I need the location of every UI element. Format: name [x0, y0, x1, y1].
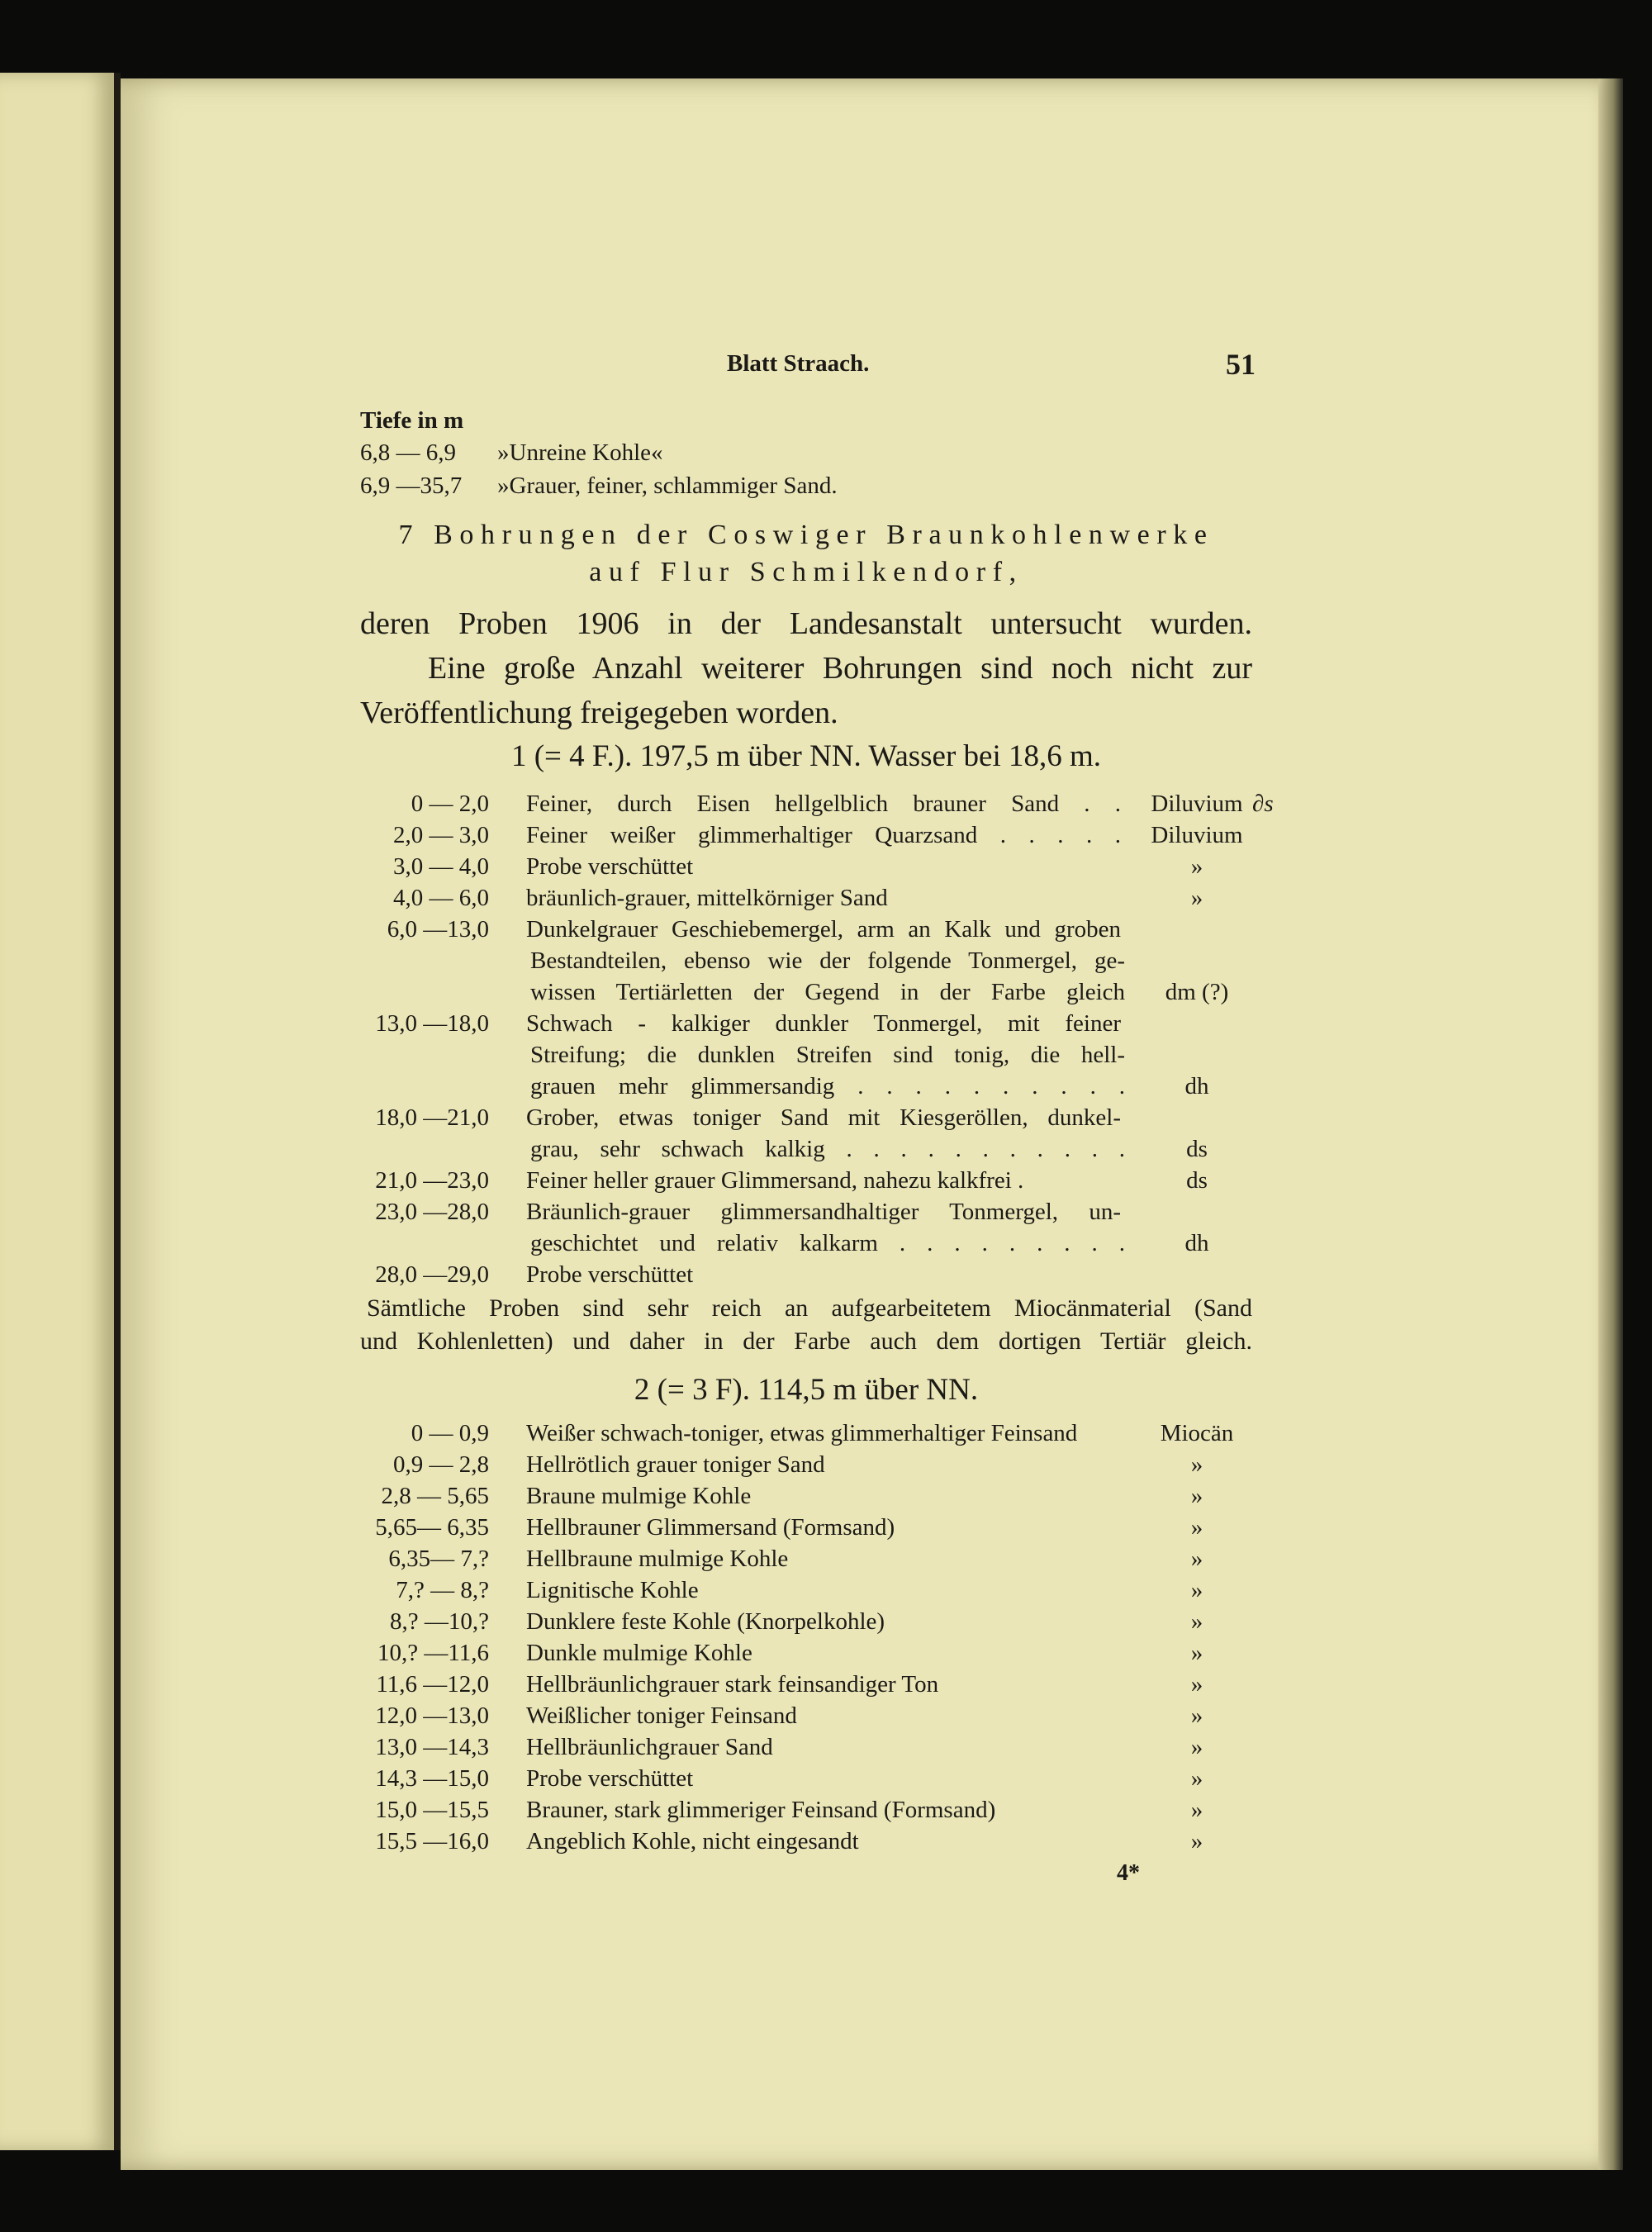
section-heading: [360, 516, 1252, 591]
layer-description: Grober, etwas toniger Sand mit Kiesgeröllen, dunkel-: [526, 1104, 1121, 1131]
layer-description: geschichtet und relativ kalkarm . . . . . . . . .: [530, 1230, 1125, 1256]
layer-description: Bestandteilen, ebenso wie der folgende Tonmergel, ge-: [530, 947, 1125, 974]
stratigraphy-label: ds: [1186, 1136, 1208, 1162]
layer-description: wissen Tertiärletten der Gegend in der Farbe gleich: [530, 979, 1125, 1005]
intro-paragraph: [360, 601, 1252, 735]
stratigraphy-label: dm (?): [1165, 979, 1229, 1005]
table-row: [360, 1731, 1252, 1763]
boring-1-heading: 1 (= 4 F.). 197,5 m über NN. Wasser bei 18,6 m.: [510, 739, 1102, 773]
layer-description: Hellbräunlichgrauer Sand: [526, 1734, 773, 1760]
depth-range: 21,0 —23,0: [375, 1167, 489, 1194]
stratigraphy-label: »: [1190, 1546, 1203, 1572]
stratigraphy-label: »: [1190, 1702, 1203, 1729]
table-row: [360, 882, 1252, 914]
stratigraphy-label: »: [1190, 1451, 1203, 1478]
layer-description: grauen mehr glimmersandig . . . . . . . . . .: [530, 1073, 1125, 1099]
depth-range: 18,0 —21,0: [375, 1104, 489, 1131]
facing-page-edge: [0, 73, 116, 2150]
boring-2-table: [360, 1418, 1252, 1857]
layer-description: Hellbraune mulmige Kohle: [526, 1546, 789, 1572]
table-row: [360, 945, 1252, 976]
stratigraphy-label: dh: [1184, 1230, 1209, 1256]
layer-description: Weißlicher toniger Feinsand: [526, 1702, 797, 1729]
table-row: [360, 1228, 1252, 1259]
layer-description: Dunkelgrauer Geschiebemergel, arm an Kalk und groben: [526, 916, 1121, 943]
stratigraphy-label: »: [1190, 885, 1203, 911]
table-row: [360, 1039, 1252, 1071]
table-row: [360, 1669, 1252, 1700]
section-heading-line: auf Flur Schmilkendorf,: [589, 557, 1023, 587]
note-line: Sämtliche Proben sind sehr reich an aufgearbeitetem Miocänmaterial (Sand: [367, 1294, 1252, 1322]
paragraph-line: deren Proben 1906 in der Landesanstalt untersucht wurden.: [360, 606, 1252, 641]
layer-description: grau, sehr schwach kalkig . . . . . . . . . . .: [530, 1136, 1125, 1162]
depth-range: 8,? —10,?: [390, 1608, 489, 1635]
layer-description: Streifung; die dunklen Streifen sind tonig, die hell-: [530, 1042, 1125, 1068]
depth-range: 13,0 —18,0: [375, 1010, 489, 1037]
table-row: [360, 1102, 1252, 1133]
table-row: [360, 1826, 1252, 1857]
layer-description: Brauner, stark glimmeriger Feinsand (Formsand): [526, 1797, 996, 1823]
layer-description: »Grauer, feiner, schlammiger Sand.: [497, 473, 838, 499]
layer-description: Lignitische Kohle: [526, 1577, 699, 1603]
depth-range: 28,0 —29,0: [375, 1261, 489, 1288]
intro-table: [360, 405, 1252, 502]
column-header-depth: Tiefe in m: [360, 407, 464, 434]
section-heading-line: 7 Bohrungen der Coswiger Braunkohlenwerke: [398, 520, 1214, 550]
layer-description: Hellbrauner Glimmersand (Formsand): [526, 1514, 895, 1541]
layer-description: Schwach - kalkiger dunkler Tonmergel, mit feiner: [526, 1010, 1121, 1037]
running-head: [360, 347, 1256, 383]
depth-range: 15,5 —16,0: [375, 1828, 489, 1854]
table-row: [360, 1543, 1252, 1574]
depth-range: 2,0 — 3,0: [393, 822, 489, 848]
boring-2-heading: 2 (= 3 F). 114,5 m über NN.: [634, 1373, 979, 1407]
layer-description: Feiner heller grauer Glimmersand, nahezu kalkfrei .: [526, 1167, 1024, 1194]
table-row: [360, 819, 1252, 851]
layer-description: Probe verschüttet: [526, 1261, 694, 1288]
table-row: [360, 851, 1252, 882]
stratigraphy-label: »: [1190, 1671, 1203, 1698]
stratigraphy-label: »: [1190, 1640, 1203, 1666]
depth-range: 13,0 —14,3: [375, 1734, 489, 1760]
layer-description: Weißer schwach-toniger, etwas glimmerhaltiger Feinsand: [526, 1420, 1078, 1446]
table-row: [360, 1071, 1252, 1102]
table-row: [360, 1133, 1252, 1165]
stratigraphy-label: »: [1190, 1483, 1203, 1509]
table-row: [360, 1449, 1252, 1480]
table-row: [360, 1606, 1252, 1637]
table-row: [360, 469, 1252, 502]
layer-description: Bräunlich-grauer glimmersandhaltiger Tonmergel, un-: [526, 1199, 1121, 1225]
layer-description: Hellrötlich grauer toniger Sand: [526, 1451, 825, 1478]
depth-range: 4,0 — 6,0: [393, 885, 489, 911]
stratigraphy-label: »: [1190, 1514, 1203, 1541]
stratigraphy-label: ds: [1186, 1167, 1208, 1194]
paragraph-line: Eine große Anzahl weiterer Bohrungen sind noch nicht zur: [428, 651, 1252, 686]
table-row: [360, 1794, 1252, 1826]
stratigraphy-label: dh: [1184, 1073, 1209, 1099]
depth-range: 6,9 —35,7: [360, 473, 463, 499]
stratigraphy-label: »: [1190, 1797, 1203, 1823]
layer-description: Hellbräunlichgrauer stark feinsandiger Ton: [526, 1671, 939, 1698]
layer-description: Feiner weißer glimmerhaltiger Quarzsand . . . . .: [526, 822, 1121, 848]
table-row: [360, 1165, 1252, 1196]
depth-range: 6,8 — 6,9: [360, 439, 456, 466]
layer-description: bräunlich-grauer, mittelkörniger Sand: [526, 885, 888, 911]
depth-range: 3,0 — 4,0: [393, 853, 489, 880]
depth-range: 23,0 —28,0: [375, 1199, 489, 1225]
depth-range: 6,35— 7,?: [388, 1546, 489, 1572]
layer-description: Braune mulmige Kohle: [526, 1483, 752, 1509]
depth-range: 11,6 —12,0: [376, 1671, 489, 1698]
table-row: [360, 788, 1274, 819]
stratigraphy-label: »: [1190, 1734, 1203, 1760]
stratigraphy-label: Miocän: [1160, 1420, 1234, 1446]
table-row: [360, 436, 1252, 469]
layer-description: Angeblich Kohle, nicht eingesandt: [526, 1828, 859, 1854]
depth-range: 7,? — 8,?: [396, 1577, 489, 1603]
depth-range: 12,0 —13,0: [375, 1702, 489, 1729]
depth-range: 6,0 —13,0: [387, 916, 489, 943]
layer-description: »Unreine Kohle«: [497, 439, 663, 466]
table-row: [360, 1418, 1252, 1449]
paragraph-line: Veröffentlichung freigegeben worden.: [360, 696, 838, 730]
stratigraphy-label: »: [1190, 853, 1203, 880]
table-row: [360, 1008, 1252, 1039]
signature-mark: 4*: [1117, 1860, 1140, 1886]
boring-1-table: [360, 788, 1274, 1290]
depth-range: 0,9 — 2,8: [393, 1451, 489, 1478]
stratigraphy-label: »: [1190, 1765, 1203, 1792]
book-spine: [114, 73, 121, 2150]
depth-range: 0 — 2,0: [411, 791, 489, 817]
page-edge-shadow: [1598, 78, 1623, 2170]
boring-1-note: [360, 1292, 1252, 1358]
table-row: [360, 914, 1252, 945]
stratigraphy-label: »: [1190, 1608, 1203, 1635]
layer-description: Probe verschüttet: [526, 853, 694, 880]
depth-range: 14,3 —15,0: [375, 1765, 489, 1792]
layer-description: Dunklere feste Kohle (Knorpelkohle): [526, 1608, 885, 1635]
depth-range: 5,65— 6,35: [375, 1514, 489, 1541]
table-row: [360, 1480, 1252, 1512]
stratigraphy-label: Diluvium: [1151, 791, 1243, 817]
table-row: [360, 1763, 1252, 1794]
layer-description: Feiner, durch Eisen hellgelblich brauner Sand . .: [526, 791, 1121, 817]
stratigraphy-label: »: [1190, 1828, 1203, 1854]
table-row: [360, 1637, 1252, 1669]
table-row: [360, 1512, 1252, 1543]
table-row: [360, 1574, 1252, 1606]
page-number: 51: [1226, 348, 1256, 381]
running-title: Blatt Straach.: [727, 350, 870, 377]
note-line: und Kohlenletten) und daher in der Farbe auch dem dortigen Tertiär gleich.: [360, 1327, 1252, 1355]
layer-description: Dunkle mulmige Kohle: [526, 1640, 752, 1666]
table-row: [360, 1196, 1252, 1228]
depth-range: 15,0 —15,5: [375, 1797, 489, 1823]
depth-range: 2,8 — 5,65: [381, 1483, 489, 1509]
depth-range: 0 — 0,9: [411, 1420, 489, 1446]
handwritten-annotation: ∂s: [1252, 791, 1274, 817]
depth-range: 10,? —11,6: [377, 1640, 489, 1666]
table-row: [360, 976, 1252, 1008]
layer-description: Probe verschüttet: [526, 1765, 694, 1792]
stratigraphy-label: Diluvium: [1151, 822, 1243, 848]
stratigraphy-label: »: [1190, 1577, 1203, 1603]
table-row: [360, 1700, 1252, 1731]
table-row: [360, 1259, 1252, 1290]
